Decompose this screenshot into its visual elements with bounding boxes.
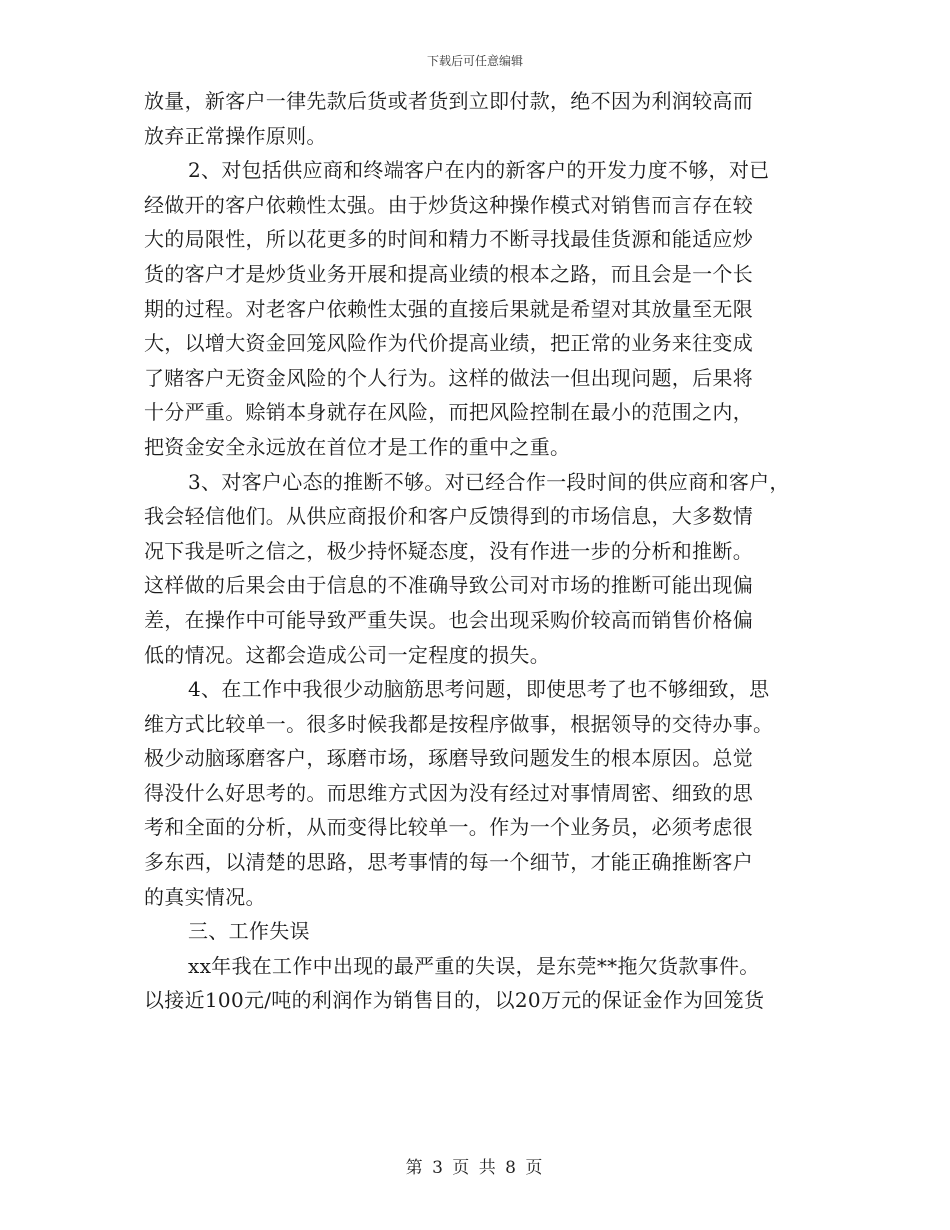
text-line: 货的客户才是炒货业务开展和提高业绩的根本之路，而且会是一个长	[144, 261, 753, 286]
text-line: 了赌客户无资金风险的个人行为。这样的做法一但出现问题，后果将	[144, 365, 753, 390]
text-line: 大的局限性，所以花更多的时间和精力不断寻找最佳货源和能适应炒	[144, 227, 753, 252]
document-body	[144, 84, 824, 1018]
text-line: 把资金安全永远放在首位才是工作的重中之重。	[144, 434, 571, 459]
text-line: 的真实情况。	[144, 884, 266, 909]
text-line: 低的情况。这都会造成公司一定程度的损失。	[144, 642, 550, 667]
text-line: 得没什么好思考的。而思维方式因为没有经过对事情周密、细致的思	[144, 780, 753, 805]
page-header: 下载后可任意编辑	[426, 54, 523, 68]
text-line: 放量，新客户一律先款后货或者货到立即付款，绝不因为利润较高而	[144, 89, 753, 113]
text-line: 期的过程。对老客户依赖性太强的直接后果就是希望对其放量至无限	[144, 296, 753, 321]
text-line: 以接近100元/吨的利润作为销售目的，以20万元的保证金作为回笼货	[144, 988, 765, 1013]
text-line: xx年我在工作中出现的最严重的失误，是东莞**拖欠货款事件。	[188, 953, 760, 978]
text-line: 差，在操作中可能导致严重失误。也会出现采购价较高而销售价格偏	[144, 607, 753, 632]
text-line: 十分严重。赊销本身就存在风险，而把风险控制在最小的范围之内，	[144, 400, 753, 425]
text-line: 况下我是听之信之，极少持怀疑态度，没有作进一步的分析和推断。	[144, 538, 753, 563]
text-line: 3、对客户心态的推断不够。对已经合作一段时间的供应商和客户，	[188, 469, 790, 494]
text-line: 考和全面的分析，从而变得比较单一。作为一个业务员，必须考虑很	[144, 815, 753, 840]
text-line: 维方式比较单一。很多时候我都是按程序做事，根据领导的交待办事。	[144, 711, 774, 736]
page-footer: 第 3 页 共 8 页	[405, 1158, 545, 1178]
text-line: 这样做的后果会由于信息的不准确导致公司对市场的推断可能出现偏	[144, 573, 753, 598]
text-line: 多东西，以清楚的思路，思考事情的每一个细节，才能正确推断客户	[144, 850, 753, 875]
text-line: 大，以增大资金回笼风险作为代价提高业绩，把正常的业务来往变成	[144, 331, 753, 356]
text-line: 我会轻信他们。从供应商报价和客户反馈得到的市场信息，大多数情	[144, 504, 753, 529]
text-line: 极少动脑琢磨客户，琢磨市场，琢磨导致问题发生的根本原因。总觉	[144, 746, 753, 771]
text-line: 4、在工作中我很少动脑筋思考问题，即使思考了也不够细致，思	[188, 677, 770, 702]
text-line: 放弃正常操作原则。	[144, 123, 327, 148]
text-line: 三、工作失误	[188, 919, 310, 944]
text-line: 经做开的客户依赖性太强。由于炒货这种操作模式对销售而言存在较	[144, 192, 753, 217]
text-line: 2、对包括供应商和终端客户在内的新客户的开发力度不够，对已	[188, 158, 770, 183]
